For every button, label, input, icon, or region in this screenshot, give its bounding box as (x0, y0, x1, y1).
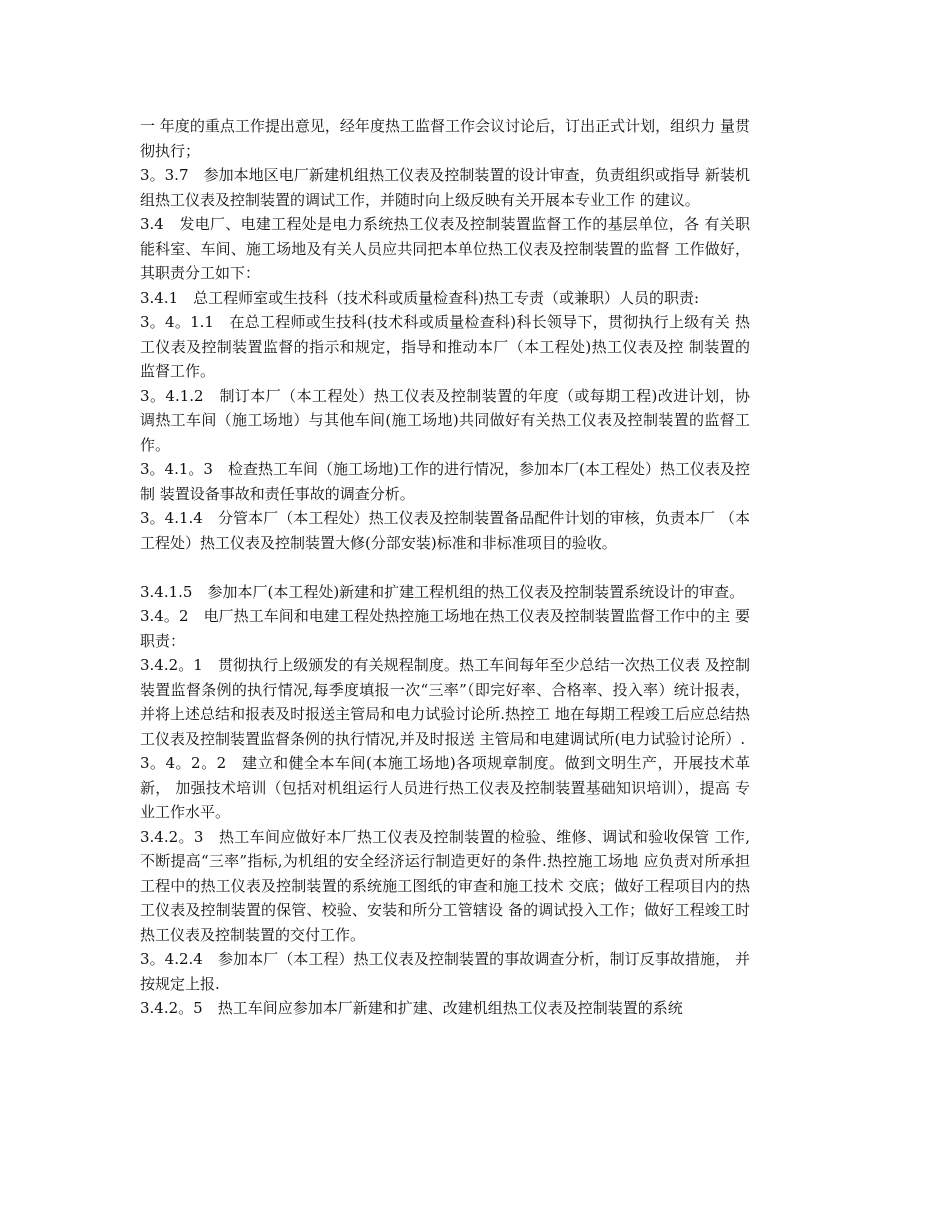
paragraph-3-4-1-3: 3。4.1。3 检查热工车间（施工场地)工作的进行情况，参加本厂(本工程处）热工仪表及控制 装置设备事故和责任事故的调查分析。 (140, 460, 750, 503)
paragraph-3-4-2-3: 3.4.2。3 热工车间应做好本厂热工仪表及控制装置的检验、维修、调试和验收保管 工作,不断提高“三率”指标,为机组的安全经济运行制造更好的条件.热控施工场地 应负责对所承担工程中的热工仪表及控制装置的系统施工图纸的审查和施工技术 交底；做好工程项目内的热工仪表及控制装置的保管、校验、安装和所分工管辖设 备的调试投入工作；做好工程竣工时热工仪表及控制装置的交付工作。 (140, 827, 750, 944)
paragraph-3-4-2-2: 3。4。2。2 建立和健全本车间(本施工场地)各项规章制度。做到文明生产，开展技术革新， 加强技术培训（包括对机组运行人员进行热工仪表及控制装置基础知识培训），提高 专业工作水平。 (140, 754, 750, 821)
paragraph-3-4-1-2: 3。4.1.2 制订本厂（本工程处）热工仪表及控制装置的年度（或每期工程)改进计划，协 调热工车间（施工场地）与其他车间(施工场地)共同做好有关热工仪表及控制装置的监督工作。 (140, 386, 750, 454)
paragraph-3-4-1: 3.4.1 总工程师室或生技科（技术科或质量检查科)热工专责（或兼职）人员的职责: (140, 288, 700, 307)
paragraph-3-4: 3.4 发电厂、电建工程处是电力系统热工仪表及控制装置监督工作的基层单位，各 有关职能科室、车间、施工场地及有关人员应共同把本单位热工仪表及控制装置的监督 工作做好，其职责分工如下： (140, 215, 750, 282)
paragraph-3-4-2: 3.4。2 电厂热工车间和电建工程处热控施工场地在热工仪表及控制装置监督工作中的主 要职责： (140, 607, 750, 650)
document-body (140, 114, 750, 1021)
paragraph-3-4-2-4: 3。4.2.4 参加本厂（本工程）热工仪表及控制装置的事故调查分析，制订反事故措施， 并按规定上报. (140, 950, 750, 993)
paragraph-3-4-1-4: 3。4.1.4 分管本厂（本工程处）热工仪表及控制装置备品配件计划的审核，负责本厂 （本工程处）热工仪表及控制装置大修(分部安装)标准和非标准项目的验收。 (140, 509, 750, 552)
paragraph-3-4-2-1: 3.4.2。1 贯彻执行上级颁发的有关规程制度。热工车间每年至少总结一次热工仪表 及控制装置监督条例的执行情况,每季度填报一次“三率”（即完好率、合格率、投入率）统计报表，并将上述总结和报表及时报送主管局和电力试验讨论所.热控工 地在每期工程竣工后应总结热工仪表及控制装置监督条例的执行情况,并及时报送 主管局和电建调试所(电力试验讨论所）. (140, 656, 750, 748)
blank-line (140, 555, 750, 580)
paragraph-3-4-2-5: 3.4.2。5 热工车间应参加本厂新建和扩建、改建机组热工仪表及控制装置的系统 (140, 999, 683, 1017)
paragraph-3-4-1-1: 3。4。1.1 在总工程师或生技科(技术科或质量检查科)科长领导下，贯彻执行上级有关 热工仪表及控制装置监督的指示和规定，指导和推动本厂（本工程处)热工仪表及控 制装置的监督工作。 (140, 313, 750, 380)
paragraph-3-4-1-5: 3.4.1.5 参加本厂(本工程处)新建和扩建工程机组的热工仪表及控制装置系统设计的审查。 (140, 582, 745, 601)
paragraph-annual-plan: 一 年度的重点工作提出意见，经年度热工监督工作会议讨论后，订出正式计划，组织力 量贯彻执行； (140, 117, 750, 160)
paragraph-3-3-7: 3。3.7 参加本地区电厂新建机组热工仪表及控制装置的设计审查，负责组织或指导 新装机组热工仪表及控制装置的调试工作，并随时向上级反映有关开展本专业工作 的建议。 (140, 166, 750, 209)
